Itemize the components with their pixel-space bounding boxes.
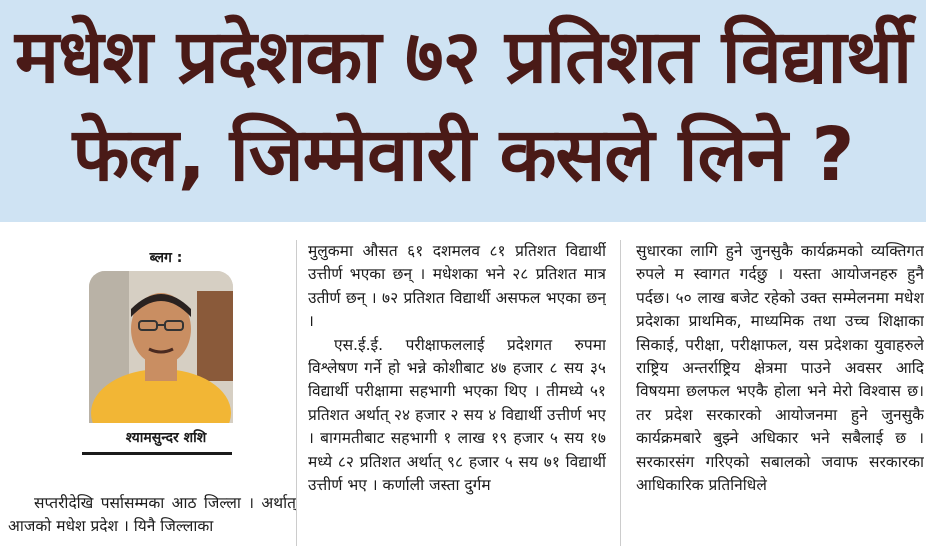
col2-paragraph-1: मुलुकमा औसत ६१ दशमलव ८१ प्रतिशत विद्यार्थी उत्तीर्ण भएका छन् । मधेशका भने २८ प्रतिशत मात्र उतीर्ण छन् । ७२ प्रतिशत विद्यार्थी असफल भएका छन् । (308, 242, 606, 331)
col3-paragraph: सुधारका लागि हुने जुनसुकै कार्यक्रमको व्यक्तिगत रुपले म स्वागत गर्दछु । यस्ता आयोजनहरु हुनै पर्दछ। ५० लाख बजेट रहेको उक्त सम्मेलनमा मधेश प्रदेशका प्राथमिक, माध्यमिक तथा उच्च शिक्षाका सिकाई, परीक्षा, परीक्षाफल, यस प्रदेशका युवाहरुले राष्ट्रिय अन्तर्राष्ट्रिय क्षेत्रमा पाउने अवसर आदि विषयमा छलफल भएकै होला भने मेरो विश्वास छ। तर प्रदेश सरकारको आयोजनमा हुने जुनसुकै कार्यक्रमबारे बुझ्ने अधिकार भने सबैलाई छ । सरकारसंग गरिएको सबालको जवाफ सरकारका आधिकारिक प्रतिनिधिले (636, 242, 924, 495)
article-column-3 (636, 240, 924, 546)
column-divider-1 (296, 240, 297, 546)
headline-line-2: फेल, जिम्मेवारी कसले लिने ? (72, 112, 854, 198)
author-photo (89, 271, 233, 423)
author-byline: श्यामसुन्दर शशि (125, 430, 207, 446)
author-portrait-icon (89, 271, 233, 423)
col2-paragraph-2: एस.ई.ई. परीक्षाफललाई प्रदेशगत रुपमा विश्लेषण गर्ने हो भन्ने कोशीबाट ४७ हजार ८ सय ३५ विद्यार्थी परीक्षामा सहभागी भएका थिए । तीमध्ये ५१ प्रतिशत अर्थात् २४ हजार २ सय ४ विद्यार्थी उत्तीर्ण भए । बागमतीबाट सहभागी १ लाख १९ हजार ५ सय १७ मध्ये ८२ प्रतिशत अर्थात् ९८ हजार ५ सय ७१ विद्यार्थी उत्तीर्ण भए । कर्णाली जस्ता दुर्गम (308, 335, 606, 495)
article-column-2 (308, 240, 606, 546)
column-divider-2 (620, 240, 621, 546)
article-column-1: सप्तरीदेखि पर्सासम्मका आठ जिल्ला । अर्थात् आजको मधेश प्रदेश । यिनै जिल्लाका (8, 494, 296, 536)
blog-label: ब्लग : (149, 250, 183, 266)
headline-line-1: मधेश प्रदेशका ७२ प्रतिशत विद्यार्थी (14, 14, 912, 100)
headline-banner (0, 0, 926, 222)
byline-rule (82, 452, 232, 455)
